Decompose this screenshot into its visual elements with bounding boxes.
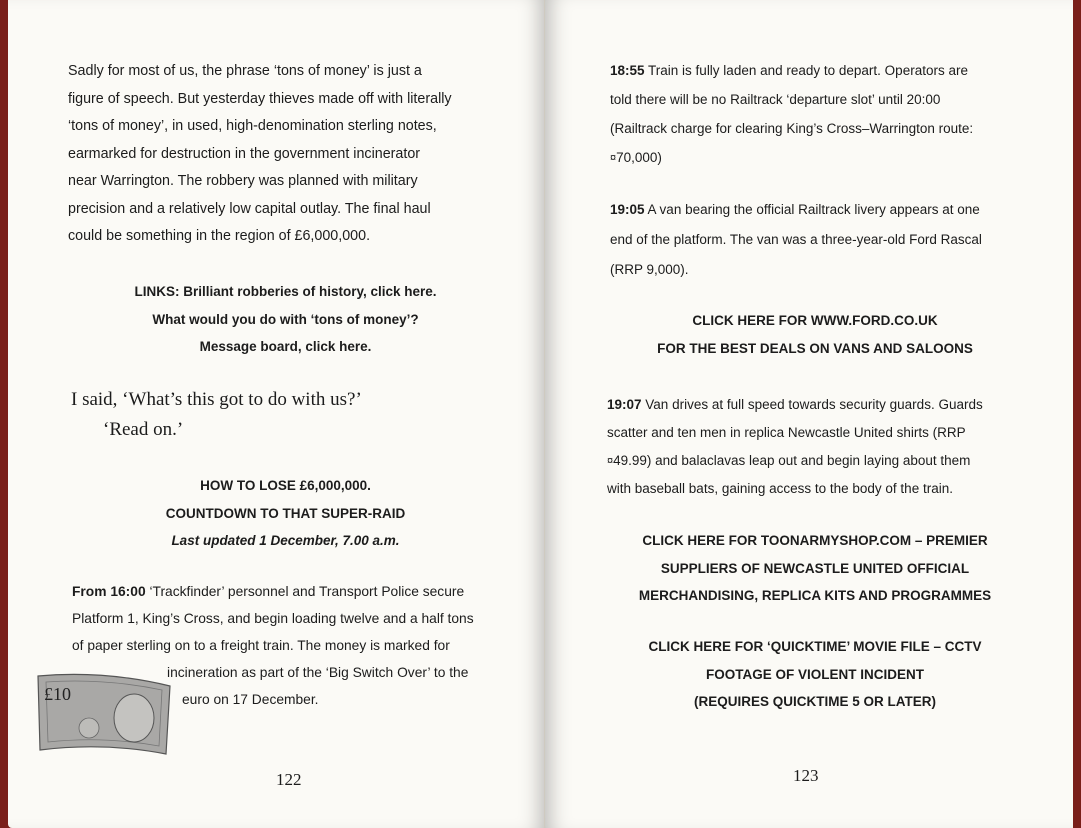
ford-link-block[interactable] <box>585 307 1045 362</box>
entry-text: 70,000) <box>616 150 662 165</box>
countdown-heading <box>68 472 503 555</box>
currency-icon: ¤ <box>610 152 617 164</box>
toonarmy-link-block[interactable] <box>595 527 1035 610</box>
entry-text: euro on 17 December. <box>182 692 319 707</box>
quicktime-link-line[interactable]: (REQUIRES QUICKTIME 5 OR LATER) <box>693 694 936 709</box>
entry-text: of paper sterling on to a freight train. The money is marked for <box>72 638 450 653</box>
entry-time: 19:07 <box>607 397 642 412</box>
ten-pound-note-image <box>34 672 174 758</box>
links-line: What would you do with ‘tons of money’? <box>152 311 419 327</box>
page-number: 122 <box>276 770 302 789</box>
entry-text: with baseball bats, gaining access to the body of the train. <box>607 481 953 496</box>
timeline-entry <box>607 391 1032 503</box>
entry-text: Van drives at full speed towards security guards. Guards <box>645 397 983 412</box>
toonarmy-link-line[interactable]: SUPPLIERS OF NEWCASTLE UNITED OFFICIAL <box>660 560 970 576</box>
ford-link-line[interactable]: FOR THE BEST DEALS ON VANS AND SALOONS <box>657 340 973 356</box>
intro-line: could be something in the region of £6,000,000. <box>68 228 371 244</box>
currency-icon: ¤ <box>607 455 614 467</box>
toonarmy-link-line[interactable]: MERCHANDISING, REPLICA KITS AND PROGRAMMES <box>638 588 992 603</box>
note-label: £10 <box>44 684 71 704</box>
entry-text: 49.99) and balaclavas leap out and begin laying about them <box>613 453 971 468</box>
left-page <box>8 0 545 828</box>
links-line: Message board, click here. <box>199 339 372 354</box>
right-page <box>545 0 1073 828</box>
entry-text: Platform 1, King’s Cross, and begin loading twelve and a half tons <box>72 611 474 626</box>
last-updated: Last updated 1 December, 7.00 a.m. <box>171 533 400 548</box>
dialog-line: I said, ‘What’s this got to do with us?’ <box>71 389 362 410</box>
entry-time: 19:05 <box>610 202 645 217</box>
intro-line: precision and a relatively low capital outlay. The final haul <box>68 200 431 217</box>
countdown-title: HOW TO LOSE £6,000,000. <box>200 478 371 493</box>
entry-text: end of the platform. The van was a three-year-old Ford Rascal <box>610 232 982 247</box>
quicktime-link-block[interactable] <box>595 633 1035 716</box>
entry-text: incineration as part of the ‘Big Switch Over’ to the <box>167 665 469 680</box>
intro-line: earmarked for destruction in the government incinerator <box>68 145 421 162</box>
entry-text: (RRP 9,000). <box>610 262 689 277</box>
ford-link-line[interactable]: CLICK HERE FOR WWW.FORD.CO.UK <box>692 313 938 328</box>
quicktime-link-line[interactable]: FOOTAGE OF VIOLENT INCIDENT <box>706 666 924 682</box>
entry-time: 18:55 <box>610 63 645 78</box>
entry-text: ‘Trackfinder’ personnel and Transport Police secure <box>149 584 465 599</box>
page-number: 123 <box>793 766 819 785</box>
timeline-entry <box>610 195 1030 285</box>
countdown-subtitle: COUNTDOWN TO THAT SUPER-RAID <box>165 505 406 521</box>
quicktime-link-line[interactable]: CLICK HERE FOR ‘QUICKTIME’ MOVIE FILE – CCTV <box>648 639 982 654</box>
entry-text: told there will be no Railtrack ‘departure slot’ until 20:00 <box>610 92 941 107</box>
intro-paragraph <box>68 58 488 251</box>
links-line: LINKS: Brilliant robberies of history, click here. <box>134 284 437 299</box>
intro-line: Sadly for most of us, the phrase ‘tons of money’ is just a <box>68 63 422 79</box>
dialog-line: ‘Read on.’ <box>103 419 184 440</box>
toonarmy-link-line[interactable]: CLICK HERE FOR TOONARMYSHOP.COM – PREMIER <box>642 533 988 548</box>
entry-text: Train is fully laden and ready to depart. Operators are <box>648 63 968 78</box>
timeline-entry <box>610 56 1030 173</box>
intro-line: ‘tons of money’, in used, high-denomination sterling notes, <box>68 118 437 134</box>
intro-line: figure of speech. But yesterday thieves made off with literally <box>68 90 452 107</box>
links-block <box>68 278 503 361</box>
entry-text: scatter and ten men in replica Newcastle United shirts (RRP <box>607 425 966 440</box>
entry-time: From 16:00 <box>72 584 146 599</box>
intro-line: near Warrington. The robbery was planned with military <box>68 173 418 189</box>
entry-text: A van bearing the official Railtrack livery appears at one <box>647 202 980 217</box>
entry-text: (Railtrack charge for clearing King’s Cross–Warrington route: <box>610 121 974 136</box>
